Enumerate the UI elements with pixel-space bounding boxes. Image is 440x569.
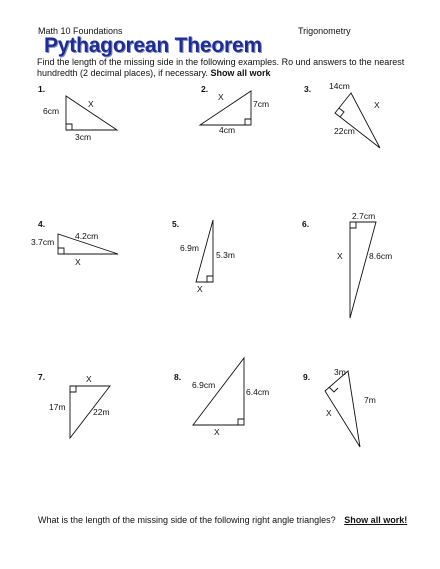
problem-number: 3. xyxy=(304,84,312,94)
problem-number: 6. xyxy=(302,219,310,229)
problem-number: 7. xyxy=(38,372,46,382)
footer-question-text: What is the length of the missing side of the following right angle triangles? xyxy=(38,515,336,525)
side-label: 4cm xyxy=(219,125,236,135)
unknown-x-label: X xyxy=(337,251,343,261)
side-label: 22m xyxy=(93,407,110,417)
course-label: Math 10 Foundations xyxy=(38,26,123,36)
show-work-note: Show all work xyxy=(210,68,271,78)
problem-number: 8. xyxy=(174,372,182,382)
footer-question xyxy=(38,515,407,525)
triangle-8 xyxy=(193,358,244,425)
unknown-x-label: X xyxy=(86,374,92,384)
side-label: 3cm xyxy=(75,132,92,142)
problem-number: 4. xyxy=(38,219,46,229)
side-label: 6.9m xyxy=(180,243,199,253)
side-label: 5.3m xyxy=(216,250,235,260)
side-label: 6cm xyxy=(43,106,60,116)
instructions-line-1: Find the length of the missing side in the following examples. Ro und answers to the nearest xyxy=(37,57,405,67)
problem-number: 1. xyxy=(38,84,46,94)
side-label: 6.4cm xyxy=(246,387,270,397)
side-label: 7cm xyxy=(253,99,270,109)
footer-show-work: Show all work! xyxy=(344,515,408,525)
side-label: 17m xyxy=(49,402,66,412)
instructions-line-2: hundredth (2 decimal places), if necessary. xyxy=(37,68,208,78)
side-label: 3m xyxy=(334,367,346,377)
unit-label: Trigonometry xyxy=(298,26,351,36)
page-title: Pythagorean Theorem xyxy=(44,34,262,57)
problem-number: 5. xyxy=(172,219,180,229)
unknown-x-label: X xyxy=(326,408,332,418)
problem-number: 9. xyxy=(303,372,311,382)
side-label: 4.2cm xyxy=(75,231,99,241)
triangle-2 xyxy=(200,91,251,125)
side-label: 6.9cm xyxy=(192,380,216,390)
unknown-x-label: X xyxy=(214,427,220,437)
unknown-x-label: X xyxy=(75,257,81,267)
unknown-x-label: X xyxy=(218,92,224,102)
side-label: 2.7cm xyxy=(352,211,376,221)
unknown-x-label: X xyxy=(374,100,380,110)
problem-number: 2. xyxy=(201,84,209,94)
unknown-x-label: X xyxy=(197,284,203,294)
unknown-x-label: X xyxy=(88,99,94,109)
side-label: 22cm xyxy=(334,126,355,136)
side-label: 8.6cm xyxy=(369,251,393,261)
side-label: 7m xyxy=(364,395,376,405)
side-label: 14cm xyxy=(329,81,350,91)
side-label: 3.7cm xyxy=(31,237,55,247)
triangle-6 xyxy=(350,222,376,318)
